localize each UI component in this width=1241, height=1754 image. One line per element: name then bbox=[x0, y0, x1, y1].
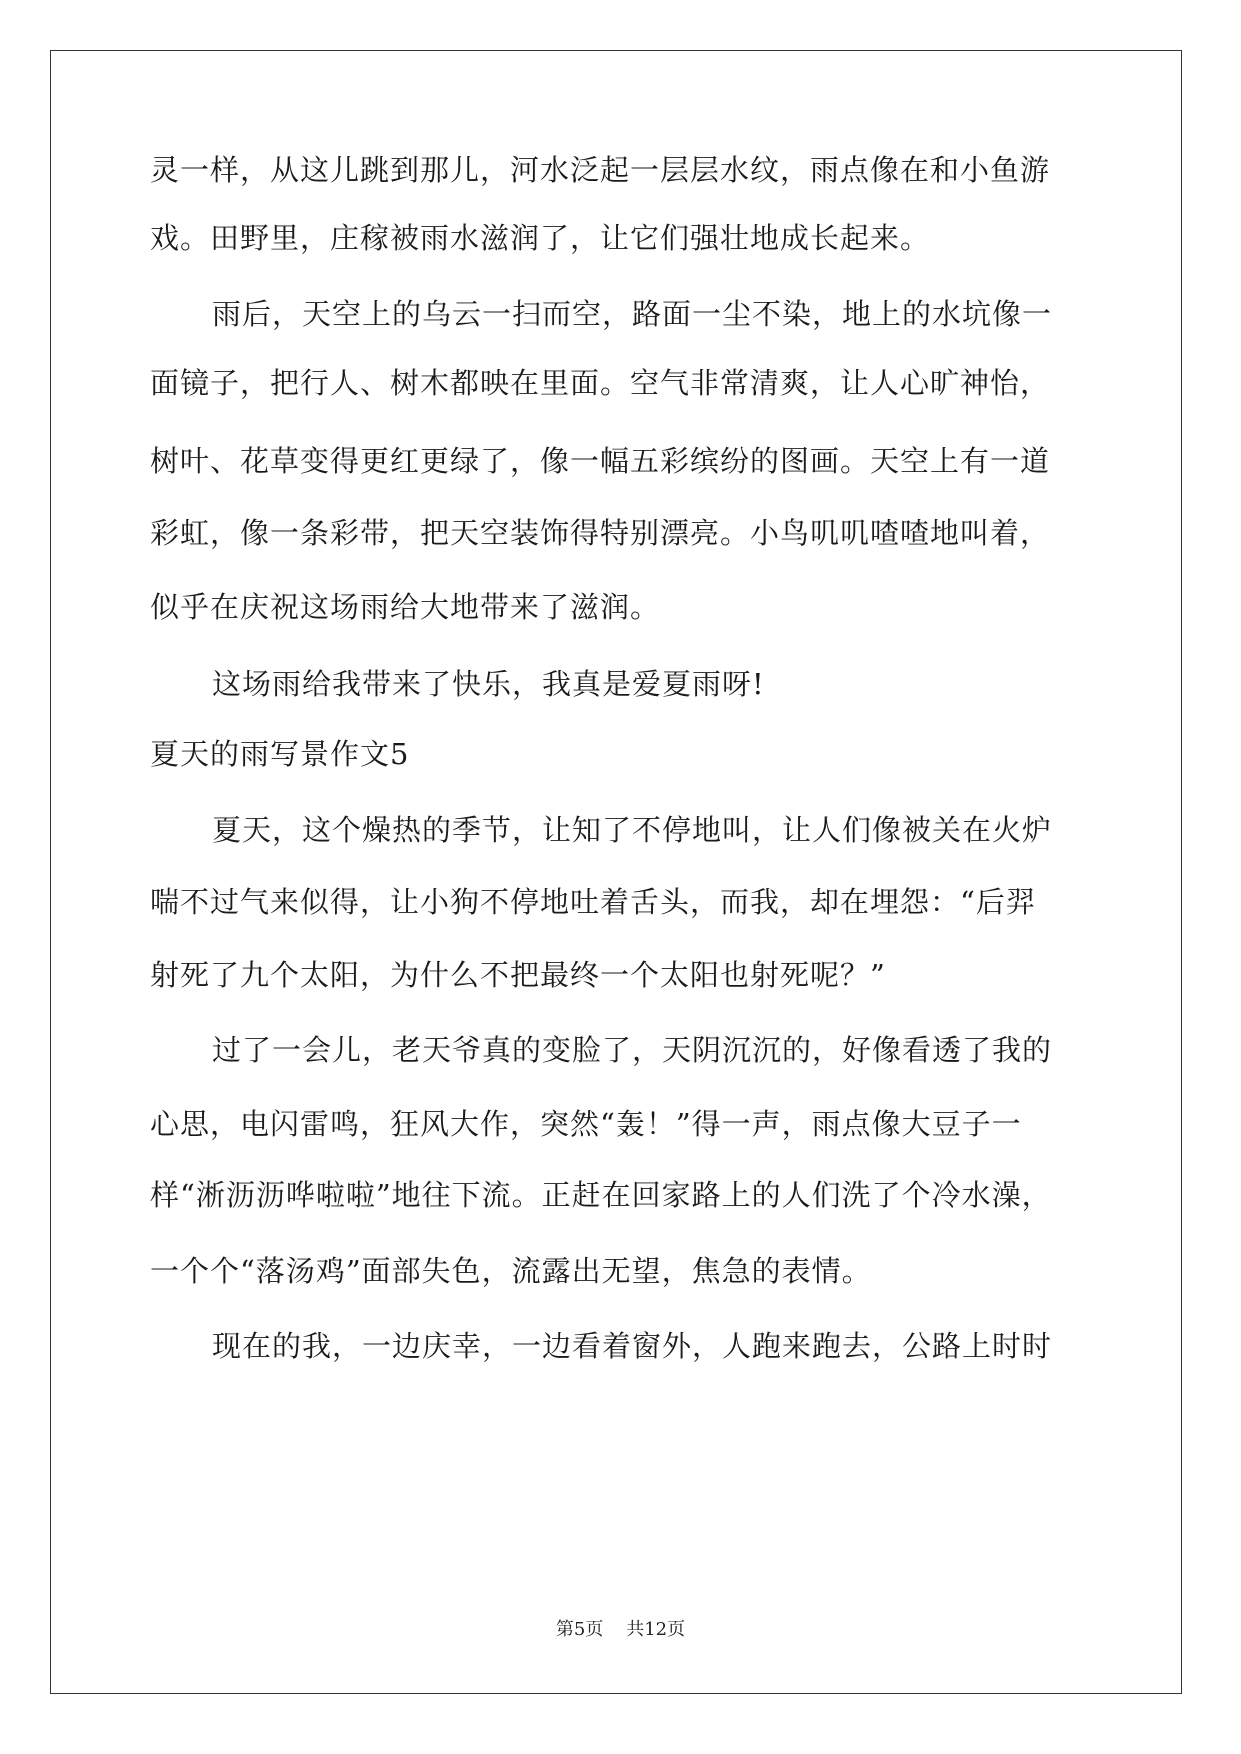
text-line: 现在的我，一边庆幸，一边看着窗外，人跑来跑去，公路上时时 bbox=[212, 1329, 1053, 1363]
text-line: 夏天，这个燥热的季节，让知了不停地叫，让人们像被关在火炉 bbox=[212, 813, 1053, 847]
text-line: 雨后，天空上的乌云一扫而空，路面一尘不染，地上的水坑像一 bbox=[212, 297, 1053, 331]
text-line: 这场雨给我带来了快乐，我真是爱夏雨呀! bbox=[212, 667, 765, 701]
text-line: 射死了九个太阳，为什么不把最终一个太阳也射死呢？” bbox=[150, 958, 886, 992]
text-line: 喘不过气来似得，让小狗不停地吐着舌头，而我，却在埋怨：“后羿 bbox=[150, 885, 1036, 919]
text-line: 似乎在庆祝这场雨给大地带来了滋润。 bbox=[150, 590, 661, 624]
text-line: 样“淅沥沥哗啦啦”地往下流。正赶在回家路上的人们洗了个冷水澡， bbox=[150, 1178, 1052, 1212]
text-line: 一个个“落汤鸡”面部失色，流露出无望，焦急的表情。 bbox=[150, 1254, 872, 1288]
page-total: 共12页 bbox=[626, 1619, 686, 1640]
page-number: 第5页 bbox=[555, 1619, 604, 1640]
text-line: 戏。田野里，庄稼被雨水滋润了，让它们强壮地成长起来。 bbox=[150, 221, 931, 255]
text-line: 灵一样，从这儿跳到那儿，河水泛起一层层水纹，雨点像在和小鱼游 bbox=[150, 153, 1051, 187]
section-heading: 夏天的雨写景作文5 bbox=[150, 737, 410, 771]
text-line: 过了一会儿，老天爷真的变脸了，天阴沉沉的，好像看透了我的 bbox=[212, 1033, 1053, 1067]
page-footer bbox=[0, 1618, 1241, 1642]
text-line: 彩虹，像一条彩带，把天空装饰得特别漂亮。小鸟叽叽喳喳地叫着， bbox=[150, 516, 1051, 550]
text-line: 心思，电闪雷鸣，狂风大作，突然“轰！”得一声，雨点像大豆子一 bbox=[150, 1107, 1022, 1141]
text-line: 树叶、花草变得更红更绿了，像一幅五彩缤纷的图画。天空上有一道 bbox=[150, 444, 1051, 478]
text-line: 面镜子，把行人、树木都映在里面。空气非常清爽，让人心旷神怡， bbox=[150, 366, 1051, 400]
